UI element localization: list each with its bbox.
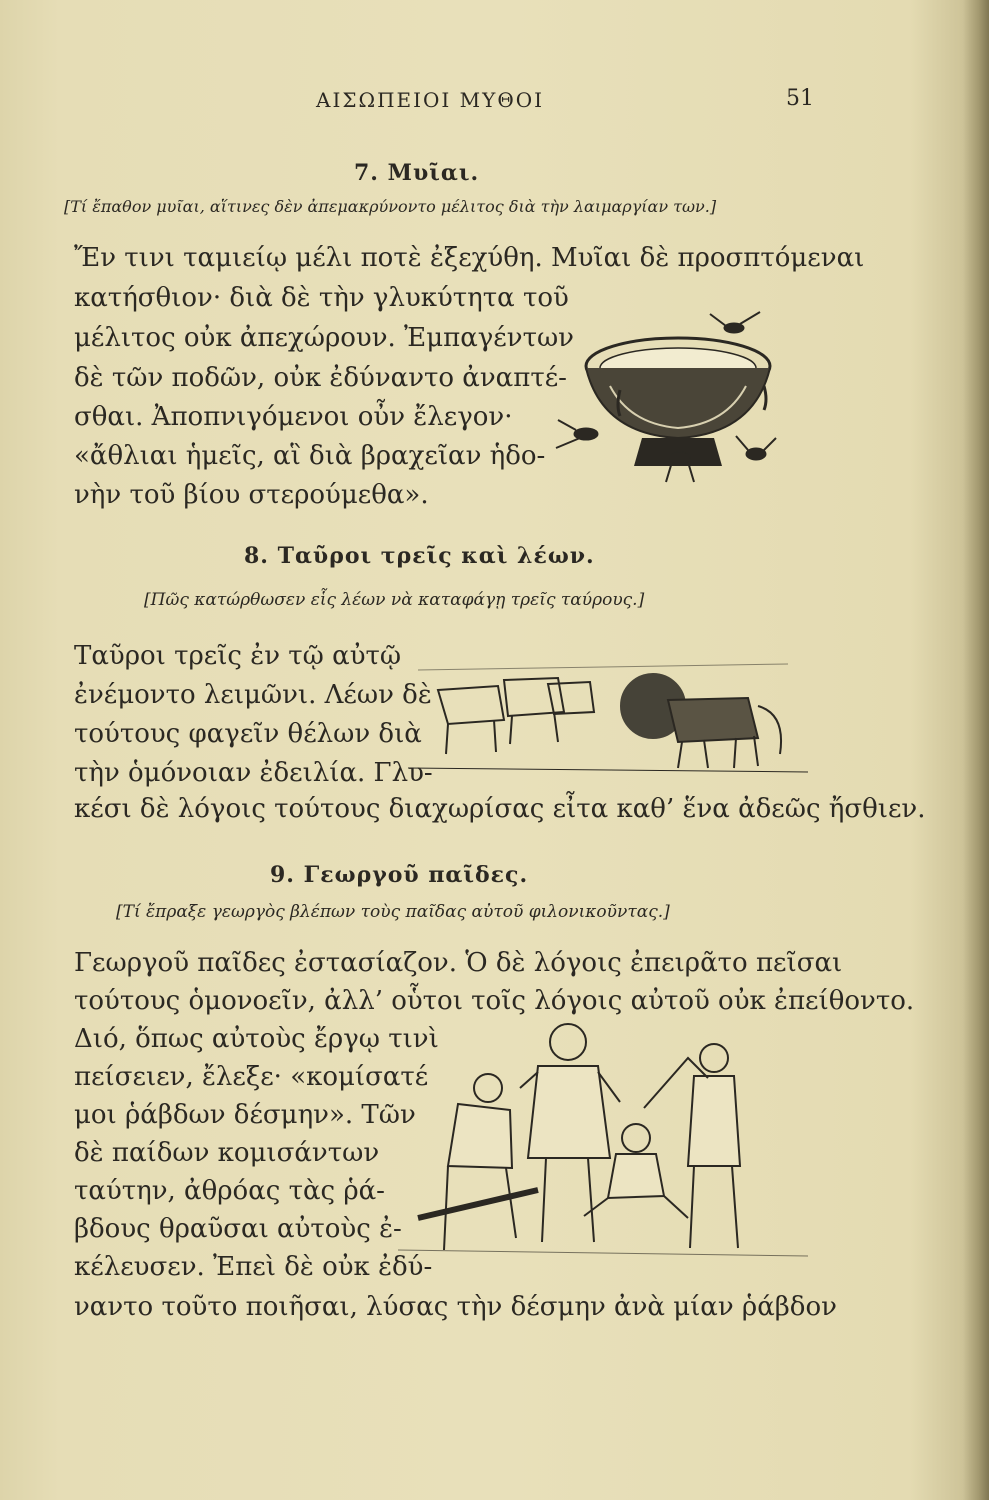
fable-9-line-8: βδους θραῦσαι αὐτοὺς ἐ- <box>74 1214 402 1244</box>
fable-8-line-4: τὴν ὁμόνοιαν ἐδειλία. Γλυ- <box>74 758 433 788</box>
fable-9-line-2: τούτους ὁμονοεῖν, ἀλλ’ οὗτοι τοῖς λόγοις αὐτοῦ οὐκ ἐπείθοντο. <box>74 986 915 1016</box>
fable-9-line-9: κέλευσεν. Ἐπεὶ δὲ οὐκ ἐδύ- <box>74 1252 433 1282</box>
fable-7-line-7: νὴν τοῦ βίου στερούμεθα». <box>74 480 429 510</box>
fable-9-heading: 9. Γεωργοῦ παῖδες. <box>270 862 529 888</box>
fable-7-heading: 7. Μυῖαι. <box>354 160 480 186</box>
running-title: ΑΙΣΩΠΕΙΟΙ ΜΥΘΟΙ <box>316 88 545 112</box>
fable-8-line-1: Ταῦροι τρεῖς ἐν τῷ αὐτῷ <box>74 641 402 671</box>
fable-7-line-5: σθαι. Ἀποπνιγόμενοι οὖν ἔλεγον· <box>74 402 513 432</box>
fable-9-subtitle: [Τί ἔπραξε γεωργὸς βλέπων τοὺς παῖδας αὐτοῦ φιλονικοῦντας.] <box>116 902 670 922</box>
three-bulls-and-lion-icon <box>408 650 808 788</box>
fable-7-subtitle: [Τί ἔπαθον μυῖαι, αἵτινες δὲν ἀπεμακρύνοντο μέλιτος διὰ τὴν λαιμαργίαν των.] <box>64 197 717 216</box>
fable-9-line-4: πείσειεν, ἔλεξε· «κομίσατέ <box>74 1062 429 1092</box>
fable-8-line-5: κέσι δὲ λόγοις τούτους διαχωρίσας εἶτα καθ’ ἕνα ἀδεῶς ἤσθιεν. <box>74 794 926 824</box>
page-edge-shadow <box>963 0 989 1500</box>
fable-8-subtitle: [Πῶς κατώρθωσεν εἷς λέων νὰ καταφάγῃ τρεῖς ταύρους.] <box>144 590 645 610</box>
fable-9-line-3: Διό, ὅπως αὐτοὺς ἔργῳ τινὶ <box>74 1024 439 1054</box>
fable-7-line-2: κατήσθιον· διὰ δὲ τὴν γλυκύτητα τοῦ <box>74 283 569 313</box>
fable-9-line-6: δὲ παίδων κομισάντων <box>74 1138 380 1168</box>
fable-9-line-10: ναντο τοῦτο ποιῆσαι, λύσας τὴν δέσμην ἀνὰ μίαν ῥάβδον <box>74 1292 837 1322</box>
fable-9-line-1: Γεωργοῦ παῖδες ἐστασίαζον. Ὁ δὲ λόγοις ἐπειρᾶτο πεῖσαι <box>74 948 843 978</box>
fable-7-line-6: «ἄθλιαι ἡμεῖς, αἳ διὰ βραχεῖαν ἡδο- <box>74 441 546 471</box>
fable-7-line-3: μέλιτος οὐκ ἀπεχώρουν. Ἐμπαγέντων <box>74 323 574 353</box>
fable-8-line-3: τούτους φαγεῖν θέλων διὰ <box>74 719 422 749</box>
fable-8-line-2: ἐνέμοντο λειμῶνι. Λέων δὲ <box>74 680 432 710</box>
fable-8-heading: 8. Ταῦροι τρεῖς καὶ λέων. <box>244 543 595 569</box>
farmer-and-sons-with-rods-icon <box>388 1018 818 1286</box>
fable-9-line-5: μοι ῥάβδων δέσμην». Τῶν <box>74 1100 416 1130</box>
fable-7-line-1: Ἔν τινι ταμιείῳ μέλι ποτὲ ἐξεχύθη. Μυῖαι δὲ προσπτόμεναι <box>74 243 865 273</box>
honey-bowl-with-flies-icon <box>550 306 800 496</box>
page-number: 51 <box>786 86 814 111</box>
fable-7-line-4: δὲ τῶν ποδῶν, οὐκ ἐδύναντο ἀναπτέ- <box>74 363 567 393</box>
fable-9-line-7: ταύτην, ἀθρόας τὰς ῥά- <box>74 1176 385 1206</box>
